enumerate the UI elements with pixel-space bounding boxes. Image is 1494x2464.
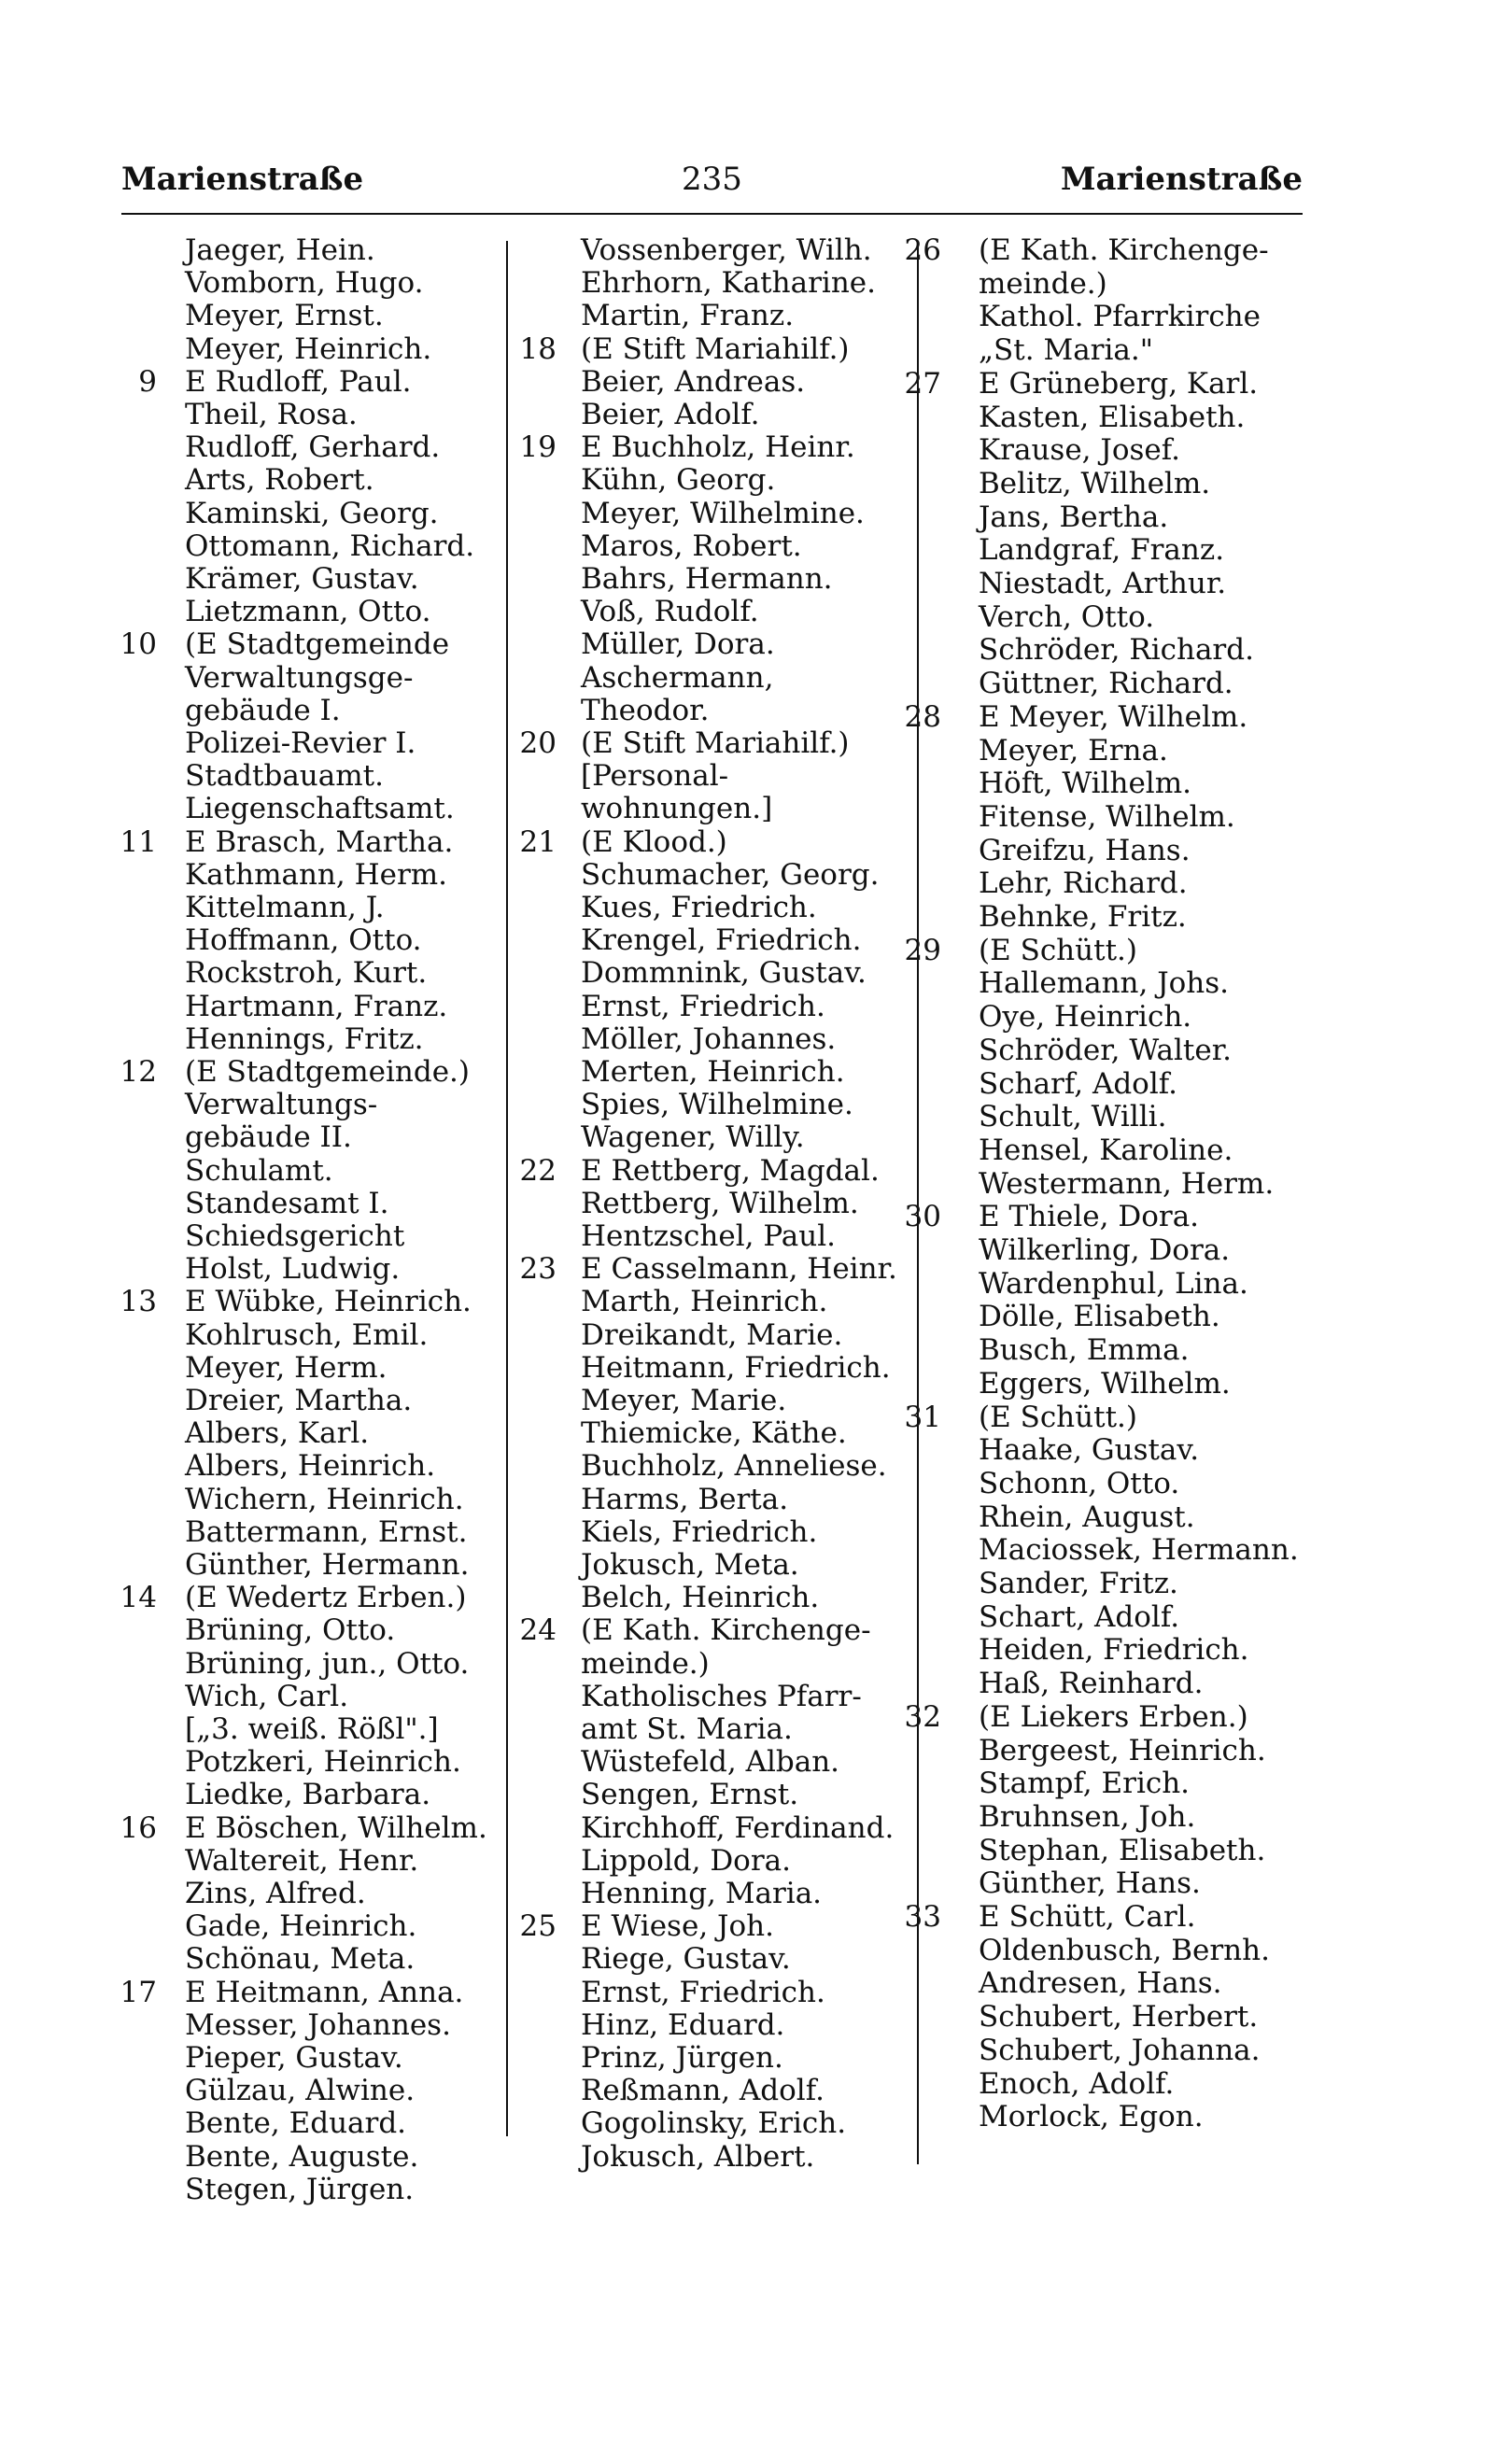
resident-name: E Grüneberg, Karl. <box>979 366 1259 401</box>
resident-name: Andresen, Hans. <box>979 1966 1222 2001</box>
house-number: 9 <box>138 364 157 399</box>
resident-name: Jans, Bertha. <box>979 500 1169 534</box>
resident-name: Dreier, Martha. <box>185 1384 413 1417</box>
resident-name: Lippold, Dora. <box>581 1843 791 1878</box>
resident-name: Meyer, Ernst. <box>185 299 384 333</box>
resident-name: Greifzu, Hans. <box>979 833 1191 867</box>
resident-name: Riege, Gustav. <box>581 1942 791 1977</box>
resident-name: Wilkerling, Dora. <box>979 1233 1231 1267</box>
resident-name: Waltereit, Henr. <box>185 1843 419 1878</box>
house-number: 30 <box>904 1200 941 1234</box>
resident-name: Wagener, Willy. <box>581 1120 805 1155</box>
resident-name: Wüstefeld, Alban. <box>581 1745 840 1780</box>
resident-name: wohnungen.] <box>581 792 773 826</box>
house-number: 18 <box>519 331 557 366</box>
resident-name: E Meyer, Wilhelm. <box>979 699 1248 734</box>
resident-name: Battermann, Ernst. <box>185 1514 468 1549</box>
resident-name: Landgraf, Franz. <box>979 533 1225 568</box>
resident-name: Rockstroh, Kurt. <box>185 956 428 991</box>
resident-name: Gogolinsky, Erich. <box>581 2106 847 2141</box>
resident-name: Schönau, Meta. <box>185 1942 416 1977</box>
resident-name: Rudloff, Gerhard. <box>185 430 441 465</box>
resident-name: E Böschen, Wilhelm. <box>185 1810 487 1845</box>
resident-name: Belch, Heinrich. <box>581 1581 820 1615</box>
resident-name: Haß, Reinhard. <box>979 1667 1204 1701</box>
resident-name: (E Klood.) <box>581 824 727 859</box>
resident-name: Schiedsgericht <box>185 1219 405 1253</box>
resident-name: gebäude II. <box>185 1120 352 1155</box>
resident-name: (E Stift Mariahilf.) <box>581 331 850 366</box>
resident-name: Eggers, Wilhelm. <box>979 1366 1231 1401</box>
resident-name: Niestadt, Arthur. <box>979 567 1227 600</box>
house-number: 22 <box>519 1153 557 1188</box>
resident-name: Ehrhorn, Katharine. <box>581 266 876 301</box>
resident-name: Jaeger, Hein. <box>185 233 375 267</box>
house-number: 32 <box>904 1699 941 1734</box>
house-number: 10 <box>120 627 157 662</box>
resident-name: (E Schütt.) <box>979 933 1137 967</box>
resident-name: Merten, Heinrich. <box>581 1055 845 1089</box>
house-number: 20 <box>519 726 557 760</box>
resident-name: Dreikandt, Marie. <box>581 1317 843 1352</box>
resident-name: Schart, Adolf. <box>979 1599 1180 1634</box>
resident-name: Hinz, Eduard. <box>581 2007 785 2042</box>
resident-name: Stampf, Erich. <box>979 1767 1191 1801</box>
resident-name: Stadtbauamt. <box>185 759 384 794</box>
resident-name: Meyer, Heinrich. <box>185 331 432 366</box>
resident-name: Wich, Carl. <box>185 1679 349 1713</box>
resident-name: Schonn, Otto. <box>979 1466 1180 1500</box>
house-number: 13 <box>120 1285 157 1319</box>
resident-name: Brüning, jun., Otto. <box>185 1646 470 1681</box>
resident-name: Jokusch, Albert. <box>581 2139 815 2174</box>
resident-name: Marth, Heinrich. <box>581 1285 828 1319</box>
resident-name: Reßmann, Adolf. <box>581 2074 825 2108</box>
resident-name: Maciossek, Hermann. <box>979 1533 1299 1568</box>
resident-name: [Personal- <box>581 759 729 794</box>
house-number: 17 <box>120 1975 157 2009</box>
house-number: 14 <box>120 1581 157 1615</box>
resident-name: Theil, Rosa. <box>185 398 358 431</box>
resident-name: Bente, Auguste. <box>185 2139 419 2174</box>
resident-name: Kühn, Georg. <box>581 463 776 498</box>
resident-name: Liedke, Barbara. <box>185 1778 431 1812</box>
resident-name: (E Kath. Kirchenge- <box>979 233 1269 267</box>
resident-name: Kiels, Friedrich. <box>581 1514 818 1549</box>
house-number: 29 <box>904 933 941 967</box>
resident-name: Fitense, Wilhelm. <box>979 799 1235 834</box>
house-number: 11 <box>120 824 157 859</box>
header-street-right: Marienstraße <box>1060 161 1303 198</box>
resident-name: (E Schütt.) <box>979 1400 1137 1434</box>
resident-name: Schult, Willi. <box>979 1100 1167 1134</box>
resident-name: (E Wedertz Erben.) <box>185 1581 467 1615</box>
column-divider-1 <box>506 241 508 2136</box>
resident-name: [„3. weiß. Rößl".] <box>185 1712 439 1746</box>
resident-name: Gülzau, Alwine. <box>185 2074 416 2108</box>
resident-name: Vossenberger, Wilh. <box>581 233 872 267</box>
resident-name: Ottomann, Richard. <box>185 528 475 563</box>
resident-name: Aschermann, <box>581 660 774 695</box>
resident-name: Gade, Heinrich. <box>185 1909 417 1944</box>
resident-name: Kohlrusch, Emil. <box>185 1317 429 1352</box>
house-number: 16 <box>120 1810 157 1845</box>
resident-name: (E Stift Mariahilf.) <box>581 726 850 760</box>
resident-name: E Brasch, Martha. <box>185 824 454 859</box>
resident-name: Hartmann, Franz. <box>185 989 448 1023</box>
resident-name: Schumacher, Georg. <box>581 857 880 892</box>
resident-name: Dommnink, Gustav. <box>581 956 867 991</box>
house-number: 24 <box>519 1613 557 1648</box>
resident-name: Potzkeri, Heinrich. <box>185 1745 461 1780</box>
resident-name: Verwaltungs- <box>185 1088 378 1122</box>
house-number: 26 <box>904 233 941 267</box>
page-header <box>121 161 1303 207</box>
resident-name: Westermann, Herm. <box>979 1166 1275 1201</box>
resident-name: Voß, Rudolf. <box>581 595 759 629</box>
house-number: 19 <box>519 430 557 465</box>
resident-name: Schröder, Richard. <box>979 633 1254 668</box>
resident-name: Verch, Otto. <box>979 599 1155 634</box>
resident-name: Katholisches Pfarr- <box>581 1679 862 1713</box>
resident-name: Kathmann, Herm. <box>185 857 448 892</box>
resident-name: Günther, Hermann. <box>185 1548 470 1582</box>
resident-name: Polizei-Revier I. <box>185 726 416 760</box>
house-number: 25 <box>519 1909 557 1944</box>
resident-name: Müller, Dora. <box>581 627 775 662</box>
resident-name: Wichern, Heinrich. <box>185 1482 464 1516</box>
resident-name: Lehr, Richard. <box>979 866 1188 901</box>
resident-name: Meyer, Erna. <box>979 733 1168 767</box>
resident-name: Bergeest, Heinrich. <box>979 1733 1266 1767</box>
resident-name: Morlock, Egon. <box>979 2100 1204 2134</box>
resident-name: Belitz, Wilhelm. <box>979 466 1211 500</box>
page-number: 235 <box>682 161 742 198</box>
resident-name: Kirchhoff, Ferdinand. <box>581 1810 895 1845</box>
house-number: 21 <box>519 824 557 859</box>
resident-name: Maros, Robert. <box>581 528 802 563</box>
resident-name: (E Stadtgemeinde.) <box>185 1055 471 1089</box>
resident-name: Oye, Heinrich. <box>979 1000 1192 1035</box>
resident-name: Bahrs, Hermann. <box>581 562 833 596</box>
resident-name: E Thiele, Dora. <box>979 1200 1200 1234</box>
resident-name: Meyer, Herm. <box>185 1350 388 1385</box>
resident-name: E Wübke, Heinrich. <box>185 1285 472 1319</box>
resident-name: Meyer, Wilhelmine. <box>581 496 865 530</box>
resident-name: Höft, Wilhelm. <box>979 767 1191 801</box>
resident-name: Kues, Friedrich. <box>581 891 817 924</box>
resident-name: Oldenbusch, Bernh. <box>979 1933 1270 1967</box>
house-number: 28 <box>904 699 941 734</box>
resident-name: Pieper, Gustav. <box>185 2041 403 2075</box>
resident-name: Harms, Berta. <box>581 1482 789 1516</box>
resident-name: Enoch, Adolf. <box>979 2066 1175 2101</box>
resident-name: Bruhnsen, Joh. <box>979 1799 1196 1834</box>
resident-name: Rettberg, Wilhelm. <box>581 1186 859 1220</box>
resident-name: Kathol. Pfarrkirche <box>979 300 1261 334</box>
resident-name: E Rudloff, Paul. <box>185 364 412 399</box>
resident-name: E Heitmann, Anna. <box>185 1975 464 2009</box>
resident-name: Beier, Adolf. <box>581 398 760 431</box>
resident-name: Hoffmann, Otto. <box>185 923 422 958</box>
resident-name: Beier, Andreas. <box>581 364 806 399</box>
resident-name: Holst, Ludwig. <box>185 1252 401 1287</box>
resident-name: E Wiese, Joh. <box>581 1909 774 1944</box>
house-number: 12 <box>120 1055 157 1089</box>
resident-name: Prinz, Jürgen. <box>581 2041 783 2075</box>
resident-name: Kaminski, Georg. <box>185 496 439 530</box>
resident-name: E Casselmann, Heinr. <box>581 1252 897 1287</box>
resident-name: Albers, Heinrich. <box>185 1449 436 1484</box>
resident-name: Hallemann, Johs. <box>979 966 1230 1001</box>
resident-name: Ernst, Friedrich. <box>581 1975 825 2009</box>
resident-name: Meyer, Marie. <box>581 1384 787 1417</box>
resident-name: Busch, Emma. <box>979 1333 1190 1368</box>
resident-name: Krause, Josef. <box>979 433 1180 468</box>
resident-name: amt St. Maria. <box>581 1712 793 1746</box>
resident-name: meinde.) <box>581 1646 710 1681</box>
resident-name: „St. Maria." <box>979 333 1154 368</box>
resident-name: (E Kath. Kirchenge- <box>581 1613 871 1648</box>
resident-name: E Buchholz, Heinr. <box>581 430 855 465</box>
resident-name: Kittelmann, J. <box>185 891 385 924</box>
resident-name: (E Stadtgemeinde <box>185 627 450 662</box>
house-number: 23 <box>519 1252 557 1287</box>
resident-name: Schubert, Herbert. <box>979 2000 1259 2035</box>
resident-name: Spies, Wilhelmine. <box>581 1088 853 1122</box>
resident-name: Brüning, Otto. <box>185 1613 396 1648</box>
resident-name: Schubert, Johanna. <box>979 2033 1261 2067</box>
resident-name: Günther, Hans. <box>979 1866 1201 1901</box>
resident-name: Behnke, Fritz. <box>979 900 1187 934</box>
resident-name: Buchholz, Anneliese. <box>581 1449 887 1484</box>
resident-name: Rhein, August. <box>979 1500 1195 1534</box>
resident-name: Verwaltungsge- <box>185 660 414 695</box>
resident-name: Krengel, Friedrich. <box>581 923 862 958</box>
resident-name: Theodor. <box>581 693 710 727</box>
house-number: 27 <box>904 366 941 401</box>
resident-name: Ernst, Friedrich. <box>581 989 825 1023</box>
resident-name: Martin, Franz. <box>581 299 795 333</box>
resident-name: Bente, Eduard. <box>185 2106 407 2141</box>
resident-name: Standesamt I. <box>185 1186 389 1220</box>
resident-name: Zins, Alfred. <box>185 1877 366 1910</box>
resident-name: Heiden, Friedrich. <box>979 1633 1249 1668</box>
resident-name: Möller, Johannes. <box>581 1021 837 1056</box>
resident-name: (E Liekers Erben.) <box>979 1699 1248 1734</box>
resident-name: Krämer, Gustav. <box>185 562 419 596</box>
resident-name: Schulamt. <box>185 1153 333 1188</box>
resident-name: gebäude I. <box>185 693 341 727</box>
house-number: 31 <box>904 1400 941 1434</box>
resident-name: Dölle, Elisabeth. <box>979 1300 1220 1334</box>
header-rule <box>121 213 1303 215</box>
header-street-left: Marienstraße <box>121 161 364 198</box>
resident-name: Hensel, Karoline. <box>979 1133 1233 1167</box>
resident-name: Henning, Maria. <box>581 1877 823 1910</box>
resident-name: Hentzschel, Paul. <box>581 1219 837 1253</box>
resident-name: Haake, Gustav. <box>979 1433 1200 1468</box>
resident-name: Albers, Karl. <box>185 1416 370 1451</box>
resident-name: Sander, Fritz. <box>979 1567 1178 1600</box>
resident-name: Hennings, Fritz. <box>185 1021 424 1056</box>
resident-name: Liegenschaftsamt. <box>185 792 455 826</box>
resident-name: Stegen, Jürgen. <box>185 2172 415 2206</box>
resident-name: Lietzmann, Otto. <box>185 595 431 629</box>
resident-name: meinde.) <box>979 266 1107 301</box>
resident-name: Stephan, Elisabeth. <box>979 1833 1266 1867</box>
house-number: 33 <box>904 1900 941 1934</box>
resident-name: Thiemicke, Käthe. <box>581 1416 847 1451</box>
resident-name: Scharf, Adolf. <box>979 1066 1177 1101</box>
resident-name: Güttner, Richard. <box>979 667 1233 701</box>
resident-name: E Rettberg, Magdal. <box>581 1153 880 1188</box>
resident-name: Messer, Johannes. <box>185 2007 451 2042</box>
resident-name: E Schütt, Carl. <box>979 1900 1196 1934</box>
resident-name: Arts, Robert. <box>185 463 374 498</box>
resident-name: Vomborn, Hugo. <box>185 266 424 301</box>
resident-name: Jokusch, Meta. <box>581 1548 799 1582</box>
resident-name: Sengen, Ernst. <box>581 1778 799 1812</box>
resident-name: Kasten, Elisabeth. <box>979 400 1246 434</box>
resident-name: Schröder, Walter. <box>979 1033 1232 1067</box>
resident-name: Wardenphul, Lina. <box>979 1266 1248 1301</box>
resident-name: Heitmann, Friedrich. <box>581 1350 891 1385</box>
